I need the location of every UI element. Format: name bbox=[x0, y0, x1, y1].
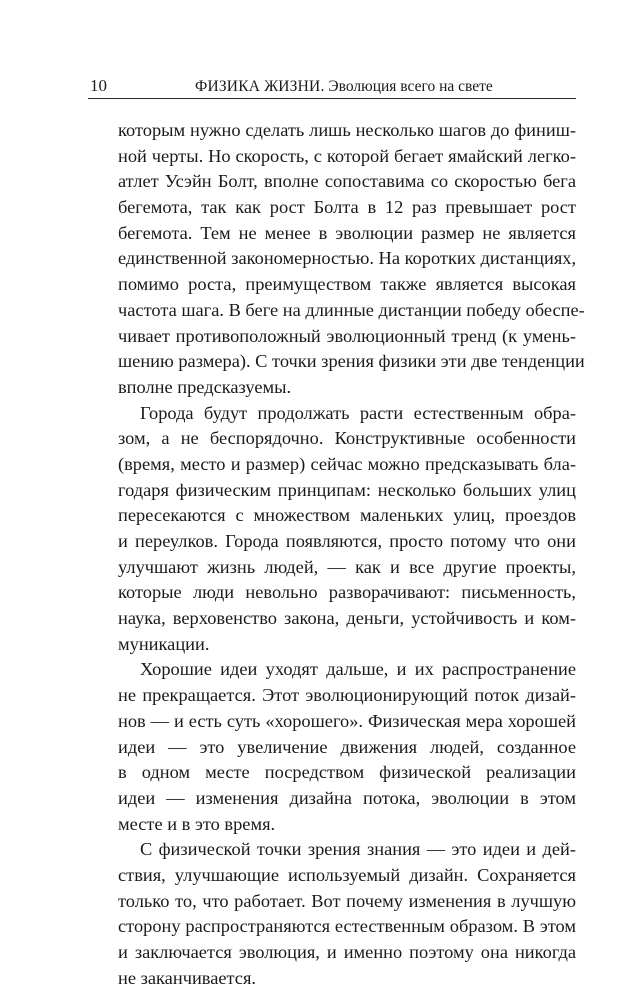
running-head-title-caps: ФИЗИКА ЖИЗНИ. bbox=[195, 78, 325, 95]
paragraph-first-line: Города будут продолжать расти естественным обра- bbox=[140, 402, 576, 423]
text-line: бегемота, так как рост Болта в 12 раз превышает рост bbox=[118, 197, 576, 218]
text-line: пересекаются с множеством маленьких улиц, проездов bbox=[118, 505, 576, 526]
text-line: не прекращается. Этот эволюционирующий поток дизай- bbox=[118, 685, 576, 706]
text-line: ствия, улучшающие используемый дизайн. Сохраняется bbox=[118, 864, 576, 885]
text-line: чивает противоположный эволюционный тренд (к умень- bbox=[118, 325, 576, 346]
text-line: (время, место и размер) сейчас можно предсказывать бла- bbox=[118, 453, 576, 474]
text-line: не заканчивается. bbox=[118, 967, 257, 988]
text-line: наука, верховенство закона, деньги, устойчивость и ком- bbox=[118, 608, 576, 629]
text-line: бегемота. Тем не менее в эволюции размер не является bbox=[118, 222, 576, 243]
text-line: частота шага. В беге на длинные дистанции победу обеспе- bbox=[118, 299, 585, 320]
running-head bbox=[88, 74, 576, 99]
text-line: зом, а не беспорядочно. Конструктивные особенности bbox=[118, 428, 576, 449]
paragraph-first-line: С физической точки зрения знания — это идеи и дей- bbox=[140, 839, 576, 860]
text-line: и заключается эволюция, и именно поэтому она никогда bbox=[118, 942, 576, 962]
text-line: помимо роста, преимуществом также является высокая bbox=[118, 274, 576, 295]
text-line: в одном месте посредством физической реализации bbox=[118, 762, 576, 783]
text-line: и переулков. Города появляются, просто потому что они bbox=[118, 531, 576, 551]
text-line: идеи — это увеличение движения людей, созданное bbox=[118, 736, 576, 757]
text-line: вполне предсказуемы. bbox=[118, 376, 292, 397]
text-line: ной черты. Но скорость, с которой бегает ямайский легко- bbox=[118, 145, 576, 166]
text-line: атлет Усэйн Болт, вполне сопоставима со скоростью бега bbox=[118, 171, 576, 192]
text-line: муникации. bbox=[118, 633, 210, 654]
text-line: нов — и есть суть «хорошего». Физическая мера хорошей bbox=[118, 710, 576, 731]
text-line: годаря физическим принципам: несколько больших улиц bbox=[118, 479, 576, 500]
text-line: которые люди невольно разворачивают: письменность, bbox=[118, 582, 576, 603]
running-head-title bbox=[195, 77, 493, 97]
page-number: 10 bbox=[90, 76, 107, 95]
text-line: улучшают жизнь людей, — как и все другие проекты, bbox=[118, 556, 576, 577]
text-line: сторону распространяются естественным образом. В этом bbox=[118, 916, 576, 937]
text-line: единственной закономерностью. На коротких дистанциях, bbox=[118, 248, 577, 269]
text-line: только то, что работает. Вот почему изменения в лучшую bbox=[118, 890, 576, 911]
body-text bbox=[118, 118, 585, 991]
running-head-title-rest: Эволюция всего на свете bbox=[324, 78, 493, 95]
paragraph-first-line: Хорошие идеи уходят дальше, и их распространение bbox=[140, 659, 576, 680]
text-line: месте и в это время. bbox=[118, 813, 276, 834]
text-line: которым нужно сделать лишь несколько шагов до финиш- bbox=[118, 120, 576, 140]
text-line: шению размера). С точки зрения физики эти две тенденции bbox=[118, 351, 585, 372]
text-line: идеи — изменения дизайна потока, эволюции в этом bbox=[118, 787, 576, 808]
